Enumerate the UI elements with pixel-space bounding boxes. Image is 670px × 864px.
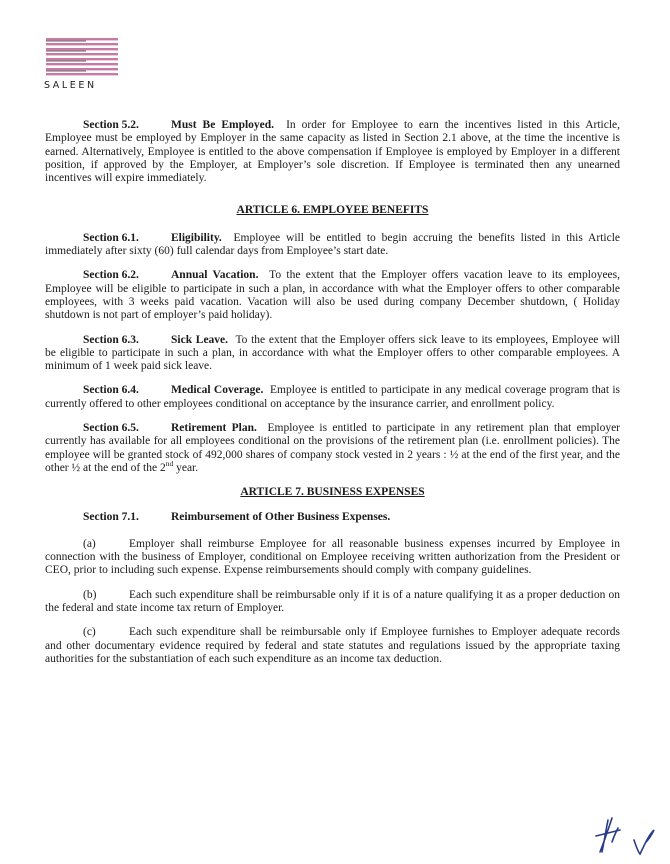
- item-c: [45, 626, 620, 666]
- section-title: Must Be Employed.: [171, 119, 275, 131]
- section-title: Eligibility.: [171, 231, 222, 244]
- item-letter: (c): [83, 626, 96, 639]
- section-7-1: [45, 511, 620, 524]
- section-6-1: [45, 232, 620, 259]
- section-body: To the extent that the Employer offers vacation leave to its employees, Employee will be eligible to participate in such a plan, in accordance with what the Employer offers to other comparable employees, with 3 weeks paid vacation. Vacation will also be used during company December shutdown, ( Holiday shutdown is not part of employer’s paid holiday).: [45, 269, 621, 322]
- section-body: Employee is entitled to participate in any retirement plan that employer currently has available for all employees conditional on the provisions of the retirement plan (i.e. enrollment policies). The employee will be granted stock of 492,000 shares of company stock vested in 2 years : ½ at the end of the first year, and the other ½ at the end of the 2: [45, 422, 621, 474]
- item-letter: (a): [83, 537, 96, 550]
- ordinal-suffix: nd: [165, 459, 174, 469]
- logo-text: SALEEN: [44, 80, 97, 91]
- section-number: Section 6.5.: [83, 422, 139, 435]
- section-body: Employee is entitled to participate in any medical coverage program that is currently offered to other employees conditional on acceptance by the insurance carrier, and enrollment policy.: [45, 384, 621, 410]
- section-body: To the extent that the Employer offers sick leave to its employees, Employee will be eligible to participate in such a plan, in accordance with what the Employer offers to other comparable employees. A minimum of 1 week paid sick leave.: [45, 333, 620, 373]
- section-title: Annual Vacation.: [171, 269, 259, 282]
- article-7-heading: ARTICLE 7. BUSINESS EXPENSES: [240, 486, 425, 499]
- section-number: Section 6.2.: [83, 269, 139, 282]
- section-6-3: [45, 334, 620, 374]
- section-number: Section 7.1.: [83, 510, 139, 523]
- company-logo: [44, 36, 122, 90]
- section-6-4: [45, 384, 620, 411]
- item-text: Each such expenditure shall be reimbursable only if it is of a nature qualifying it as a proper deduction on the federal and state income tax return of Employer.: [45, 588, 620, 615]
- section-number: Section 5.2.: [83, 119, 139, 131]
- section-title: Reimbursement of Other Business Expenses.: [171, 510, 391, 523]
- article-6-heading: ARTICLE 6. EMPLOYEE BENEFITS: [236, 204, 429, 217]
- logo-stripes-icon: [44, 36, 122, 78]
- section-title: Retirement Plan.: [171, 422, 257, 435]
- section-number: Section 6.1.: [83, 231, 139, 244]
- item-text: Each such expenditure shall be reimbursable only if Employee furnishes to Employer adequate records and other documentary evidence required by federal and state statutes and regulations issued by the appropriate taxing authorities for the substantiation of each such expenditure as an income tax deduction.: [45, 626, 620, 665]
- item-b: [45, 589, 620, 616]
- section-body: In order for Employee to earn the incentives listed in this Article, Employee must be employed by Employer in the same capacity as listed in Section 2.1 above, at the time the incentive is earned. Alternatively, Employee is entitled to the above compensation if Employee is employed by Employer in a different position, if approved by the Employer, at Employer’s sole discretion. If Employee is terminated then any unearned incentives will expire immediately.: [45, 119, 621, 185]
- section-number: Section 6.3.: [83, 333, 139, 346]
- item-a: [45, 538, 620, 578]
- section-5-2: [45, 119, 620, 185]
- section-body: Employee will be entitled to begin accruing the benefits listed in this Article immediately after sixty (60) full calendar days from Employee’s start date.: [45, 231, 620, 258]
- item-letter: (b): [83, 588, 97, 601]
- section-title: Medical Coverage.: [171, 384, 264, 397]
- section-6-2: [45, 269, 620, 322]
- handwritten-initials: [590, 812, 662, 856]
- section-6-5: [45, 422, 620, 475]
- item-text: Employer shall reimburse Employee for all reasonable business expenses incurred by Employee in connection with the business of Employer, conditional on Employee receiving written authorization from the President or CEO, prior to including such expense. Expense reimbursements should comply with company guidelines.: [45, 537, 620, 577]
- section-title: Sick Leave.: [171, 333, 229, 346]
- section-body-tail: year.: [173, 461, 199, 474]
- section-number: Section 6.4.: [83, 384, 139, 397]
- document-body: [45, 119, 620, 677]
